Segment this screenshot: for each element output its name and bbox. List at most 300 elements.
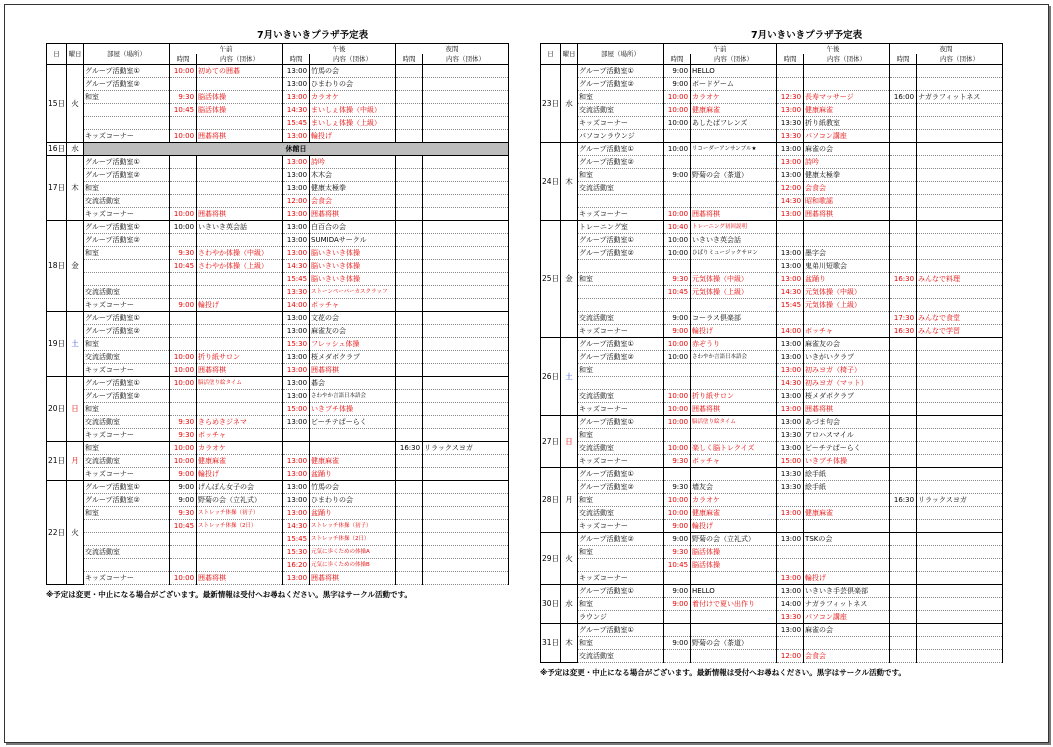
night-time [396, 78, 423, 91]
night-event [917, 585, 1003, 598]
night-time [396, 455, 423, 468]
room-name: 交流活動室 [84, 455, 170, 468]
day-row [47, 143, 509, 156]
night-time [890, 299, 917, 312]
morning-time [170, 312, 197, 325]
morning-event: 囲碁将棋 [691, 208, 777, 221]
day-weekday: 金 [67, 221, 84, 312]
day-date: 30日 [541, 585, 561, 624]
schedule-row [541, 273, 1003, 286]
afternoon-event: 会食会 [804, 650, 890, 663]
afternoon-time: 13:00 [283, 390, 310, 403]
afternoon-event: 盆踊り [310, 468, 396, 481]
night-event [917, 143, 1003, 156]
night-event: みんなで学習 [917, 325, 1003, 338]
night-event [423, 364, 509, 377]
schedule-row [47, 182, 509, 195]
afternoon-event: ひまわりの会 [310, 78, 396, 91]
afternoon-time: 15:45 [283, 533, 310, 546]
night-event [917, 299, 1003, 312]
night-time [890, 390, 917, 403]
morning-time: 10:45 [170, 520, 197, 533]
night-event [917, 520, 1003, 533]
afternoon-event: 脳いきいき体操 [310, 273, 396, 286]
night-event [917, 533, 1003, 546]
night-event [423, 299, 509, 312]
room-name: グループ活動室① [84, 377, 170, 390]
morning-event: 輪投げ [691, 325, 777, 338]
afternoon-event: ビーチテぱーらく [804, 442, 890, 455]
header-room: 部屋（場所） [84, 44, 170, 65]
morning-event: 囲碁将棋 [197, 208, 283, 221]
morning-time [170, 169, 197, 182]
afternoon-event: 麻雀の会 [804, 624, 890, 637]
afternoon-event: 桜メダボクラブ [310, 351, 396, 364]
night-time [890, 247, 917, 260]
room-name [84, 260, 170, 273]
room-name: キッズコーナー [84, 572, 170, 585]
morning-event [197, 195, 283, 208]
schedule-row [47, 286, 509, 299]
afternoon-event: 囲碁将棋 [310, 364, 396, 377]
room-name [84, 559, 170, 572]
morning-time [170, 156, 197, 169]
schedule-row [47, 572, 509, 585]
room-name [84, 520, 170, 533]
morning-event: 脳活体操 [197, 91, 283, 104]
morning-time [664, 130, 691, 143]
day-date: 19日 [47, 312, 67, 377]
schedule-row [47, 104, 509, 117]
night-event [917, 468, 1003, 481]
night-time [890, 598, 917, 611]
schedule-row [541, 104, 1003, 117]
day-date: 29日 [541, 533, 561, 585]
night-time: 16:30 [890, 494, 917, 507]
schedule-row [541, 520, 1003, 533]
afternoon-event: ボッチャ [310, 299, 396, 312]
day-date: 21日 [47, 442, 67, 481]
morning-time: 9:30 [170, 416, 197, 429]
schedule-row [541, 234, 1003, 247]
afternoon-event: 絵手紙 [804, 481, 890, 494]
afternoon-time: 13:00 [283, 377, 310, 390]
night-time [396, 507, 423, 520]
room-name: 和室 [84, 403, 170, 416]
morning-time [664, 260, 691, 273]
schedule-row [47, 130, 509, 143]
room-name: 交流活動室 [84, 195, 170, 208]
room-name: グループ活動室② [578, 78, 664, 91]
room-name: 和室 [84, 338, 170, 351]
schedule-row [541, 117, 1003, 130]
schedule-row [541, 169, 1003, 182]
afternoon-event [804, 494, 890, 507]
night-time [890, 637, 917, 650]
morning-event [691, 299, 777, 312]
room-name: 交流活動室 [84, 351, 170, 364]
morning-time [664, 624, 691, 637]
morning-event [197, 117, 283, 130]
morning-event: 輪投げ [197, 299, 283, 312]
night-time [890, 624, 917, 637]
afternoon-time: 13:30 [777, 481, 804, 494]
night-event [917, 78, 1003, 91]
night-event [423, 455, 509, 468]
night-time [890, 520, 917, 533]
night-time [396, 312, 423, 325]
afternoon-time: 12:00 [777, 182, 804, 195]
night-event [917, 455, 1003, 468]
afternoon-event: あづま句会 [804, 416, 890, 429]
morning-event [197, 325, 283, 338]
night-time: 17:30 [890, 312, 917, 325]
morning-event: 野菊の会（立礼式） [691, 533, 777, 546]
afternoon-event: パソコン講座 [804, 130, 890, 143]
afternoon-event: 輪投げ [804, 572, 890, 585]
night-event: ナガラフィットネス [917, 91, 1003, 104]
morning-event: 赤ぞうり [691, 338, 777, 351]
room-name: グループ活動室① [578, 65, 664, 78]
afternoon-time: 13:00 [777, 403, 804, 416]
night-time [890, 507, 917, 520]
room-name: キッズコーナー [84, 299, 170, 312]
day-weekday: 木 [67, 156, 84, 221]
schedule-row [47, 351, 509, 364]
day-date: 31日 [541, 624, 561, 663]
morning-time: 10:00 [664, 442, 691, 455]
night-time [890, 208, 917, 221]
afternoon-time [777, 546, 804, 559]
night-event [423, 377, 509, 390]
morning-time: 9:00 [664, 312, 691, 325]
night-time [396, 91, 423, 104]
night-time [890, 416, 917, 429]
night-event [423, 65, 509, 78]
afternoon-time: 13:00 [283, 481, 310, 494]
afternoon-event: 元気に歩くための体操A [310, 546, 396, 559]
afternoon-event [804, 78, 890, 91]
morning-time: 10:45 [664, 559, 691, 572]
night-time [396, 208, 423, 221]
room-name: 和室 [84, 91, 170, 104]
night-time [396, 286, 423, 299]
morning-time: 10:40 [664, 221, 691, 234]
schedule-row [47, 299, 509, 312]
morning-time: 9:00 [664, 520, 691, 533]
room-name: キッズコーナー [578, 117, 664, 130]
schedule-row [47, 455, 509, 468]
night-event [917, 416, 1003, 429]
morning-time: 9:30 [170, 91, 197, 104]
night-event [423, 507, 509, 520]
night-event: みんなで料理 [917, 273, 1003, 286]
morning-time [664, 611, 691, 624]
room-name [578, 377, 664, 390]
afternoon-event: まいしぇ体操（中級） [310, 104, 396, 117]
schedule-row [541, 611, 1003, 624]
schedule-row [541, 351, 1003, 364]
morning-time [170, 338, 197, 351]
schedule-row [541, 338, 1003, 351]
morning-time [170, 533, 197, 546]
room-name: 和室 [84, 247, 170, 260]
schedule-row [47, 494, 509, 507]
schedule-title: 7月いきいきプラザ予定表 [256, 30, 369, 41]
afternoon-time [777, 559, 804, 572]
day-date: 28日 [541, 468, 561, 533]
morning-event: あしたばフレンズ [691, 117, 777, 130]
night-time [396, 416, 423, 429]
morning-event [197, 559, 283, 572]
afternoon-event: いきいき手芸倶楽部 [804, 585, 890, 598]
morning-time: 9:00 [664, 78, 691, 91]
schedule-row [541, 442, 1003, 455]
footer-note: ※予定は変更・中止になる場合がございます。最新情報は受付へお尋ねください。黒字はサークル活動です。 [540, 668, 906, 677]
afternoon-time: 13:00 [777, 247, 804, 260]
night-event [917, 208, 1003, 221]
afternoon-event: ストーンペーパーカスクラッフ [310, 286, 396, 299]
night-event [917, 403, 1003, 416]
day-date: 23日 [541, 65, 561, 143]
morning-time [664, 156, 691, 169]
morning-time [170, 182, 197, 195]
night-event [917, 481, 1003, 494]
night-time [396, 325, 423, 338]
morning-event [197, 234, 283, 247]
room-name: 和室 [84, 507, 170, 520]
room-name: 和室 [578, 546, 664, 559]
night-time [396, 520, 423, 533]
afternoon-event: 囲碁将棋 [310, 572, 396, 585]
afternoon-event: 長寿マッサージ [804, 91, 890, 104]
afternoon-event [804, 559, 890, 572]
schedule-title: 7月いきいきプラザ予定表 [750, 30, 863, 41]
afternoon-event: 麻雀の会 [804, 143, 890, 156]
schedule-row [541, 312, 1003, 325]
night-time [890, 65, 917, 78]
night-time [890, 78, 917, 91]
night-time [396, 130, 423, 143]
morning-event: 初めての囲碁 [197, 65, 283, 78]
morning-event [197, 390, 283, 403]
header-date: 日 [47, 44, 67, 65]
schedule-panel-left [46, 28, 509, 600]
morning-event [691, 156, 777, 169]
afternoon-time: 13:00 [777, 390, 804, 403]
morning-time: 10:00 [664, 403, 691, 416]
morning-time [664, 299, 691, 312]
morning-time: 10:00 [170, 364, 197, 377]
night-time [396, 403, 423, 416]
room-name: 交流活動室 [84, 416, 170, 429]
afternoon-event: 輪投げ [310, 130, 396, 143]
day-date: 24日 [541, 143, 561, 221]
schedule-row [541, 260, 1003, 273]
morning-time: 10:00 [170, 572, 197, 585]
night-event [423, 572, 509, 585]
night-time [890, 364, 917, 377]
morning-time [664, 377, 691, 390]
schedule-row [541, 286, 1003, 299]
morning-time [664, 429, 691, 442]
afternoon-time [777, 221, 804, 234]
header-morning: 午前 [664, 44, 777, 55]
night-event [917, 650, 1003, 663]
night-event [423, 91, 509, 104]
afternoon-event: 脳いきいき体操 [310, 260, 396, 273]
morning-time: 9:30 [170, 507, 197, 520]
afternoon-event: 白百合の会 [310, 221, 396, 234]
night-event: みんなで食堂 [917, 312, 1003, 325]
morning-event: 脳活塗り絵タイム [691, 416, 777, 429]
afternoon-event: 初みヨガ（椅子） [804, 364, 890, 377]
room-name: グループ活動室① [578, 338, 664, 351]
night-event [917, 624, 1003, 637]
morning-event: コーラス倶楽部 [691, 312, 777, 325]
morning-event: 元気体操（上級） [691, 286, 777, 299]
room-name: 交流活動室 [578, 507, 664, 520]
schedule-row [541, 91, 1003, 104]
afternoon-event: 元気体操（中級） [804, 286, 890, 299]
afternoon-time: 13:30 [777, 117, 804, 130]
room-name [84, 104, 170, 117]
night-event: リラックスヨガ [917, 494, 1003, 507]
morning-time: 9:00 [664, 585, 691, 598]
afternoon-event: 昭和歌謡 [804, 195, 890, 208]
night-event [423, 533, 509, 546]
night-event [423, 338, 509, 351]
morning-event: ボードゲーム [691, 78, 777, 91]
night-event [423, 78, 509, 91]
night-event [917, 195, 1003, 208]
afternoon-time: 13:00 [283, 494, 310, 507]
morning-time [664, 182, 691, 195]
night-event [917, 572, 1003, 585]
night-event [423, 312, 509, 325]
morning-time [170, 78, 197, 91]
morning-event: 折り紙サロン [691, 390, 777, 403]
night-event [917, 377, 1003, 390]
night-event [917, 130, 1003, 143]
afternoon-time: 13:30 [777, 429, 804, 442]
morning-event: HELLO [691, 585, 777, 598]
header-morning-content: 内容（団体） [691, 54, 777, 65]
schedule-row [541, 455, 1003, 468]
night-event [423, 403, 509, 416]
schedule-row [541, 143, 1003, 156]
room-name: グループ活動室① [578, 468, 664, 481]
morning-time [664, 572, 691, 585]
morning-event: 野菊の会（茶道） [691, 169, 777, 182]
morning-event: 脳活塗り絵タイム [197, 377, 283, 390]
afternoon-time: 14:30 [283, 260, 310, 273]
room-name: 和室 [578, 364, 664, 377]
afternoon-time: 12:30 [777, 91, 804, 104]
morning-event: 着付けで夏い出作り [691, 598, 777, 611]
night-event [917, 546, 1003, 559]
night-time: 16:00 [890, 91, 917, 104]
schedule-row [47, 442, 509, 455]
morning-time: 10:00 [664, 104, 691, 117]
morning-time: 9:00 [664, 598, 691, 611]
night-event [423, 130, 509, 143]
room-name [578, 260, 664, 273]
afternoon-event: ストレッチ体操（初子） [310, 520, 396, 533]
afternoon-time: 13:00 [283, 455, 310, 468]
schedule-row [541, 416, 1003, 429]
afternoon-time: 13:00 [283, 65, 310, 78]
night-time [396, 351, 423, 364]
morning-event [197, 546, 283, 559]
schedule-row [47, 247, 509, 260]
room-name [578, 559, 664, 572]
morning-time: 9:30 [664, 546, 691, 559]
night-event [423, 182, 509, 195]
morning-time: 10:00 [664, 416, 691, 429]
room-name: 交流活動室 [84, 286, 170, 299]
header-weekday: 曜日 [561, 44, 578, 65]
afternoon-time: 13:00 [283, 91, 310, 104]
schedule-row [541, 195, 1003, 208]
day-date: 27日 [541, 416, 561, 468]
night-event [917, 351, 1003, 364]
night-event [423, 559, 509, 572]
schedule-row [47, 403, 509, 416]
schedule-row [541, 390, 1003, 403]
morning-event [691, 182, 777, 195]
morning-time [170, 195, 197, 208]
afternoon-time [283, 429, 310, 442]
afternoon-time: 13:00 [777, 572, 804, 585]
afternoon-time: 13:00 [777, 156, 804, 169]
afternoon-event: 健康麻雀 [310, 455, 396, 468]
afternoon-time: 12:00 [283, 195, 310, 208]
night-event [917, 234, 1003, 247]
morning-time [170, 546, 197, 559]
night-time [890, 455, 917, 468]
afternoon-time: 13:00 [283, 416, 310, 429]
night-time [890, 169, 917, 182]
room-name: キッズコーナー [578, 455, 664, 468]
room-name: グループ活動室② [578, 533, 664, 546]
morning-time: 9:00 [664, 637, 691, 650]
morning-event: げんぽん女子の会 [197, 481, 283, 494]
header-date: 日 [541, 44, 561, 65]
schedule-row [541, 650, 1003, 663]
afternoon-event: 元気体操（上級） [804, 299, 890, 312]
room-name: キッズコーナー [578, 572, 664, 585]
night-event [423, 286, 509, 299]
room-name: ラウンジ [578, 611, 664, 624]
night-event [423, 325, 509, 338]
night-time [396, 338, 423, 351]
room-name: グループ活動室① [578, 234, 664, 247]
afternoon-time: 15:00 [777, 455, 804, 468]
morning-event [691, 377, 777, 390]
room-name: 和室 [578, 429, 664, 442]
night-event [917, 507, 1003, 520]
day-weekday: 木 [561, 143, 578, 221]
day-date: 22日 [47, 481, 67, 585]
night-event [917, 117, 1003, 130]
morning-time [664, 195, 691, 208]
schedule-row [47, 273, 509, 286]
night-time [396, 273, 423, 286]
night-event [917, 611, 1003, 624]
afternoon-event: まいしぇ体操（上級） [310, 117, 396, 130]
afternoon-time: 13:00 [777, 260, 804, 273]
